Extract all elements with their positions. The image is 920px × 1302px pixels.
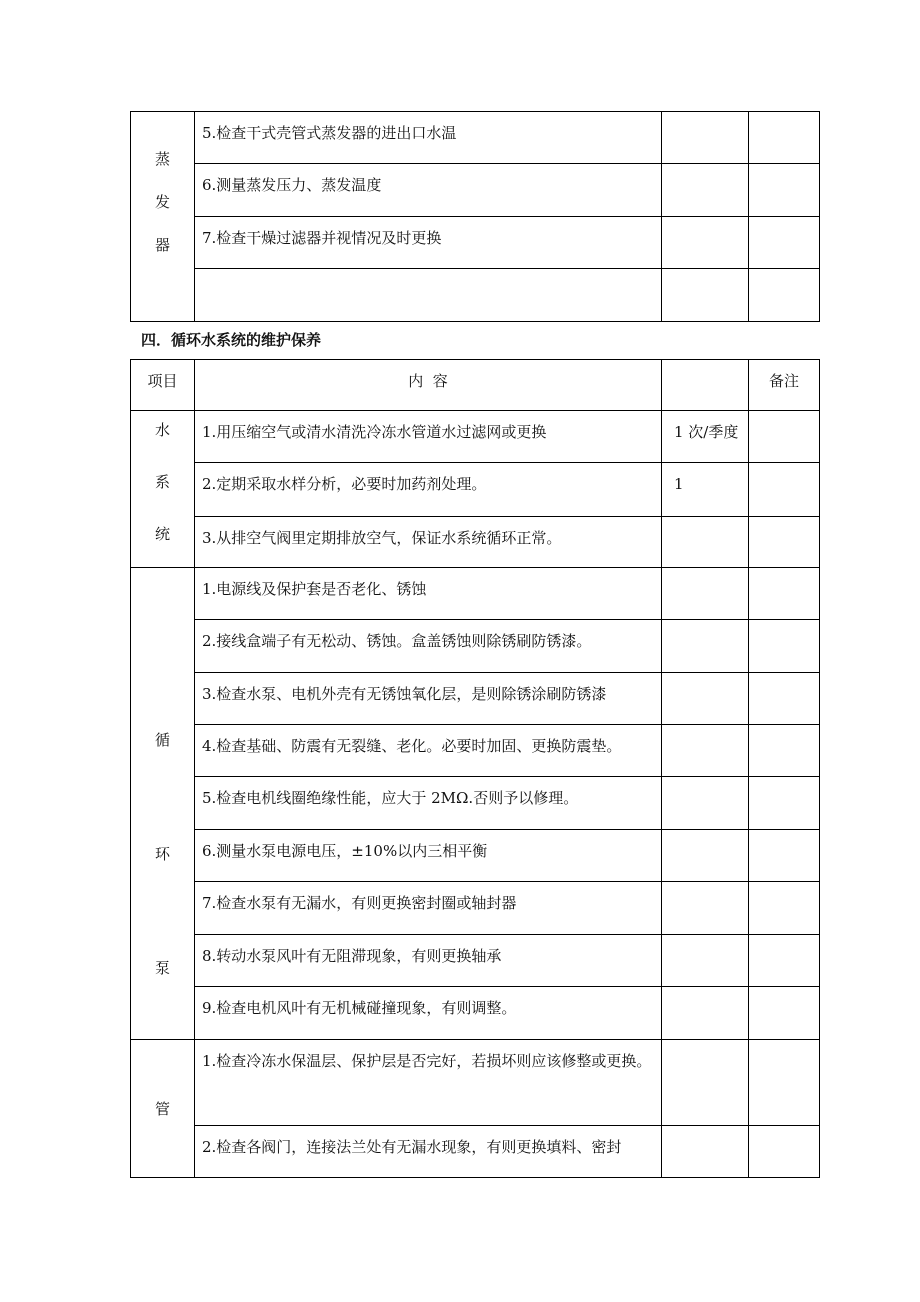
category-cell-evaporator — [131, 112, 195, 322]
remark-cell — [749, 568, 820, 620]
table-row — [131, 1040, 820, 1126]
frequency-cell: 1 — [662, 463, 749, 516]
content-cell: 4.检查基础、防震有无裂缝、老化。必要时加固、更换防震垫。 — [195, 725, 662, 777]
table-row — [131, 411, 820, 463]
frequency-cell — [662, 516, 749, 567]
table-row — [131, 463, 820, 516]
header-item: 项目 — [131, 360, 195, 411]
remark-cell — [749, 269, 820, 322]
section-heading: 四．循环水系统的维护保养 — [141, 331, 322, 349]
category-char: 管 — [154, 1100, 170, 1118]
content-cell: 2.定期采取水样分析，必要时加药剂处理。 — [195, 463, 662, 516]
frequency-cell — [662, 269, 749, 322]
table-row — [131, 882, 820, 935]
table-row — [131, 568, 820, 620]
header-frequency — [662, 360, 749, 411]
category-char: 蒸 — [154, 149, 170, 168]
category-char: 循 — [154, 730, 170, 749]
table-row — [131, 1126, 820, 1178]
remark-cell — [749, 463, 820, 516]
frequency-cell — [662, 217, 749, 269]
remark-cell — [749, 411, 820, 463]
frequency-cell: 1 次/季度 — [662, 411, 749, 463]
remark-cell — [749, 1040, 820, 1126]
remark-cell — [749, 217, 820, 269]
category-char: 发 — [154, 192, 170, 211]
remark-cell — [749, 164, 820, 217]
table-row — [131, 269, 820, 322]
table-header-row — [131, 360, 820, 411]
content-cell: 6.测量蒸发压力、蒸发温度 — [195, 164, 662, 217]
frequency-cell — [662, 725, 749, 777]
header-content: 内 容 — [195, 360, 662, 411]
table-row — [131, 987, 820, 1040]
category-char: 水 — [154, 421, 170, 439]
frequency-cell — [662, 112, 749, 164]
table-row — [131, 112, 820, 164]
table-row — [131, 673, 820, 725]
table-row — [131, 777, 820, 830]
remark-cell — [749, 935, 820, 987]
content-cell: 2.接线盒端子有无松动、锈蚀。盒盖锈蚀则除锈刷防锈漆。 — [195, 620, 662, 673]
category-char: 统 — [154, 525, 170, 543]
table-row — [131, 164, 820, 217]
content-cell: 8.转动水泵风叶有无阻滞现象，有则更换轴承 — [195, 935, 662, 987]
frequency-cell — [662, 673, 749, 725]
water-system-table — [130, 359, 820, 1178]
category-char: 器 — [154, 235, 170, 254]
content-cell: 9.检查电机风叶有无机械碰撞现象，有则调整。 — [195, 987, 662, 1040]
content-cell: 3.从排空气阀里定期排放空气，保证水系统循环正常。 — [195, 516, 662, 567]
remark-cell — [749, 882, 820, 935]
frequency-cell — [662, 620, 749, 673]
table-row — [131, 217, 820, 269]
frequency-cell — [662, 987, 749, 1040]
category-cell-water-system — [131, 411, 195, 568]
frequency-cell — [662, 935, 749, 987]
content-cell — [195, 269, 662, 322]
frequency-cell — [662, 1040, 749, 1126]
remark-cell — [749, 725, 820, 777]
category-cell-circulation-pump — [131, 568, 195, 1040]
content-cell: 1.检查冷冻水保温层、保护层是否完好，若损坏则应该修整或更换。 — [195, 1040, 662, 1126]
frequency-cell — [662, 568, 749, 620]
category-cell-pipe — [131, 1040, 195, 1178]
table-row — [131, 725, 820, 777]
remark-cell — [749, 112, 820, 164]
table-row — [131, 830, 820, 882]
content-cell: 5.检查电机线圈绝缘性能，应大于 2MΩ.否则予以修理。 — [195, 777, 662, 830]
remark-cell — [749, 830, 820, 882]
table-row — [131, 620, 820, 673]
evaporator-table — [130, 111, 820, 322]
category-char: 系 — [154, 473, 170, 491]
content-cell: 3.检查水泵、电机外壳有无锈蚀氧化层，是则除锈涂刷防锈漆 — [195, 673, 662, 725]
frequency-cell — [662, 882, 749, 935]
frequency-cell — [662, 830, 749, 882]
content-cell: 1.用压缩空气或清水清洗冷冻水管道水过滤网或更换 — [195, 411, 662, 463]
remark-cell — [749, 673, 820, 725]
content-cell: 5.检查干式壳管式蒸发器的进出口水温 — [195, 112, 662, 164]
content-cell: 6.测量水泵电源电压，±10%以内三相平衡 — [195, 830, 662, 882]
remark-cell — [749, 516, 820, 567]
content-cell: 7.检查水泵有无漏水，有则更换密封圈或轴封器 — [195, 882, 662, 935]
remark-cell — [749, 620, 820, 673]
header-remark: 备注 — [749, 360, 820, 411]
remark-cell — [749, 777, 820, 830]
frequency-cell — [662, 164, 749, 217]
content-cell: 2.检查各阀门，连接法兰处有无漏水现象，有则更换填料、密封 — [195, 1126, 662, 1178]
remark-cell — [749, 987, 820, 1040]
table-row — [131, 935, 820, 987]
content-cell: 7.检查干燥过滤器并视情况及时更换 — [195, 217, 662, 269]
frequency-cell — [662, 777, 749, 830]
remark-cell — [749, 1126, 820, 1178]
category-char: 环 — [154, 844, 170, 863]
content-cell: 1.电源线及保护套是否老化、锈蚀 — [195, 568, 662, 620]
table-row — [131, 516, 820, 567]
frequency-cell — [662, 1126, 749, 1178]
category-char: 泵 — [154, 958, 170, 977]
